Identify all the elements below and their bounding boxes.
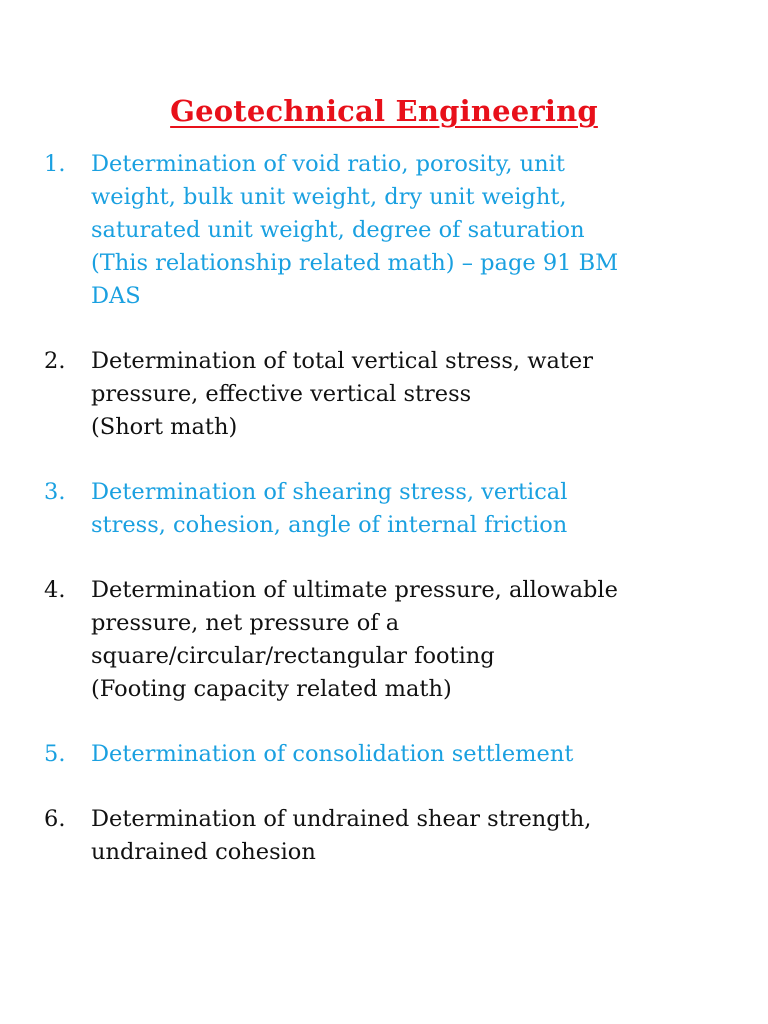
list-item-4 bbox=[44, 574, 744, 706]
item-text-line: saturated unit weight, degree of saturation bbox=[91, 217, 585, 243]
page-title: Geotechnical Engineering bbox=[170, 94, 598, 128]
item-text-line: (Footing capacity related math) bbox=[91, 676, 452, 702]
item-text bbox=[91, 148, 744, 313]
item-text-line: pressure, effective vertical stress bbox=[91, 381, 472, 407]
item-text-line: (Short math) bbox=[91, 414, 238, 440]
item-text bbox=[91, 476, 744, 542]
item-text-line: Determination of ultimate pressure, allowable bbox=[91, 577, 618, 603]
list-item-3 bbox=[44, 476, 744, 542]
item-text bbox=[91, 803, 744, 869]
item-text-line: weight, bulk unit weight, dry unit weight, bbox=[91, 184, 567, 210]
item-text-line: undrained cohesion bbox=[91, 839, 316, 865]
item-number: 6. bbox=[44, 806, 66, 832]
item-text-line: Determination of undrained shear strength, bbox=[91, 806, 592, 832]
item-number: 5. bbox=[44, 741, 66, 767]
list-item-5 bbox=[44, 738, 744, 771]
item-text-line: DAS bbox=[91, 283, 141, 309]
item-number: 3. bbox=[44, 479, 66, 505]
item-text-line: Determination of void ratio, porosity, unit bbox=[91, 151, 565, 177]
item-text-line: stress, cohesion, angle of internal friction bbox=[91, 512, 568, 538]
list-item-6 bbox=[44, 803, 744, 869]
item-number: 1. bbox=[44, 151, 66, 177]
item-text-line: Determination of shearing stress, vertical bbox=[91, 479, 568, 505]
topic-list bbox=[44, 148, 744, 901]
item-number: 2. bbox=[44, 348, 66, 374]
list-item-2 bbox=[44, 345, 744, 444]
item-text-line: Determination of total vertical stress, water bbox=[91, 348, 593, 374]
item-text-line: (This relationship related math) – page 91 BM bbox=[91, 250, 619, 276]
item-text-line: Determination of consolidation settlement bbox=[91, 741, 574, 767]
item-text-line: pressure, net pressure of a bbox=[91, 610, 400, 636]
item-text bbox=[91, 738, 744, 771]
item-text bbox=[91, 345, 744, 444]
item-text bbox=[91, 574, 744, 706]
item-number: 4. bbox=[44, 577, 66, 603]
list-item-1 bbox=[44, 148, 744, 313]
item-text-line: square/circular/rectangular footing bbox=[91, 643, 495, 669]
